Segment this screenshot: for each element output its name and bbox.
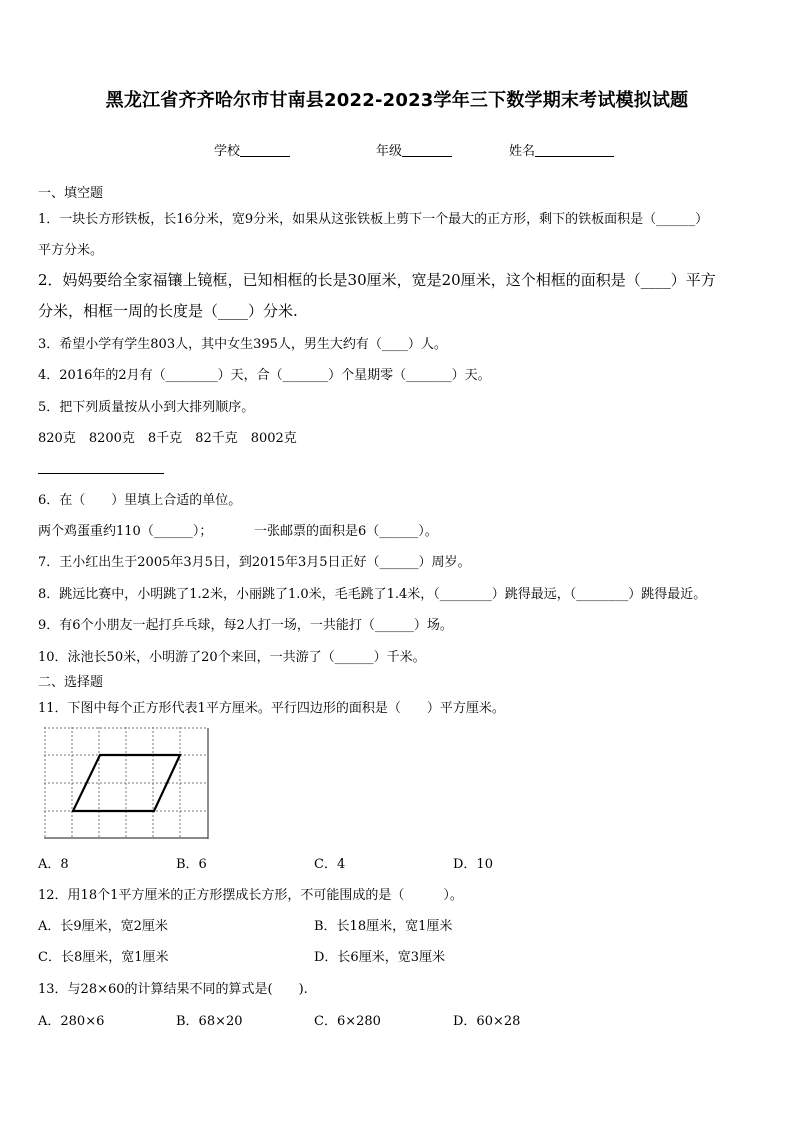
question-13-option-b[interactable]: B．68×20 (176, 1014, 243, 1029)
question-5: 5．把下列质量按从小到大排列顺序。 (38, 400, 255, 415)
name-blank[interactable] (535, 142, 614, 157)
question-12-option-c[interactable]: C．长8厘米，宽1厘米 (38, 950, 169, 965)
question-11: 11．下图中每个正方形代表1平方厘米。平行四边形的面积是（ ）平方厘米。 (38, 701, 505, 716)
question-7: 7．王小红出生于2005年3月5日，到2015年3月5日正好（______）周岁。 (38, 555, 471, 570)
page-title: 黑龙江省齐齐哈尔市甘南县2022-2023学年三下数学期末考试模拟试题 (105, 90, 689, 111)
answer-line[interactable] (38, 473, 164, 474)
question-13-option-d[interactable]: D．60×28 (453, 1014, 521, 1029)
question-6: 6．在（ ）里填上合适的单位。 (38, 493, 242, 508)
question-12: 12．用18个1平方厘米的正方形摆成长方形，不可能围成的是（ ）。 (38, 888, 463, 903)
question-6-part-b: 一张邮票的面积是6（______）。 (254, 524, 438, 539)
question-4: 4．2016年的2月有（________）天，合（_______）个星期零（_______）天。 (38, 368, 491, 383)
question-1-line-1: 1．一块长方形铁板，长16分米，宽9分米，如果从这张铁板上剪下一个最大的正方形，剩下的铁板面积是（______） (38, 212, 709, 227)
name-field (509, 140, 614, 159)
grade-blank[interactable] (402, 142, 452, 157)
question-8: 8．跳远比赛中，小明跳了1.2米，小丽跳了1.0米，毛毛跳了1.4米，（________）跳得最远，（________）跳得最近。 (38, 587, 707, 602)
section-heading-fill-in: 一、填空题 (38, 186, 104, 201)
grade-label: 年级 (376, 144, 403, 159)
parallelogram-grid-figure (44, 727, 210, 839)
question-13: 13．与28×60的计算结果不同的算式是( ). (38, 982, 308, 997)
school-blank[interactable] (240, 142, 290, 157)
question-10: 10．泳池长50米，小明游了20个来回，一共游了（______）千米。 (38, 650, 426, 665)
question-12-option-d[interactable]: D．长6厘米，宽3厘米 (314, 950, 445, 965)
question-13-option-a[interactable]: A．280×6 (38, 1014, 105, 1029)
grid-lines (44, 727, 208, 839)
question-11-option-b[interactable]: B．6 (176, 857, 207, 872)
section-heading-choice: 二、选择题 (38, 675, 104, 690)
question-1-line-2: 平方分米。 (38, 243, 104, 258)
question-12-option-a[interactable]: A．长9厘米，宽2厘米 (38, 919, 168, 934)
question-11-option-d[interactable]: D．10 (453, 857, 493, 872)
grade-field (376, 140, 452, 159)
school-label: 学校 (214, 144, 241, 159)
question-11-option-a[interactable]: A．8 (38, 857, 69, 872)
name-label: 姓名 (509, 144, 536, 159)
school-field (214, 140, 290, 159)
question-6-part-a: 两个鸡蛋重约110（______）； (38, 524, 213, 539)
question-2-line-1: 2．妈妈要给全家福镶上镜框，已知相框的长是30厘米，宽是20厘米，这个相框的面积是（____）平方 (38, 271, 716, 289)
question-12-option-b[interactable]: B．长18厘米，宽1厘米 (314, 919, 453, 934)
question-3: 3．希望小学有学生803人，其中女生395人，男生大约有（____）人。 (38, 337, 447, 352)
question-9: 9．有6个小朋友一起打乒乓球，每2人打一场，一共能打（______）场。 (38, 618, 453, 633)
question-2-line-2: 分米，相框一周的长度是（____）分米. (38, 302, 298, 320)
question-13-option-c[interactable]: C．6×280 (314, 1014, 381, 1029)
question-5-items: 820克 8200克 8千克 82千克 8002克 (38, 431, 297, 446)
question-11-option-c[interactable]: C．4 (314, 857, 346, 872)
